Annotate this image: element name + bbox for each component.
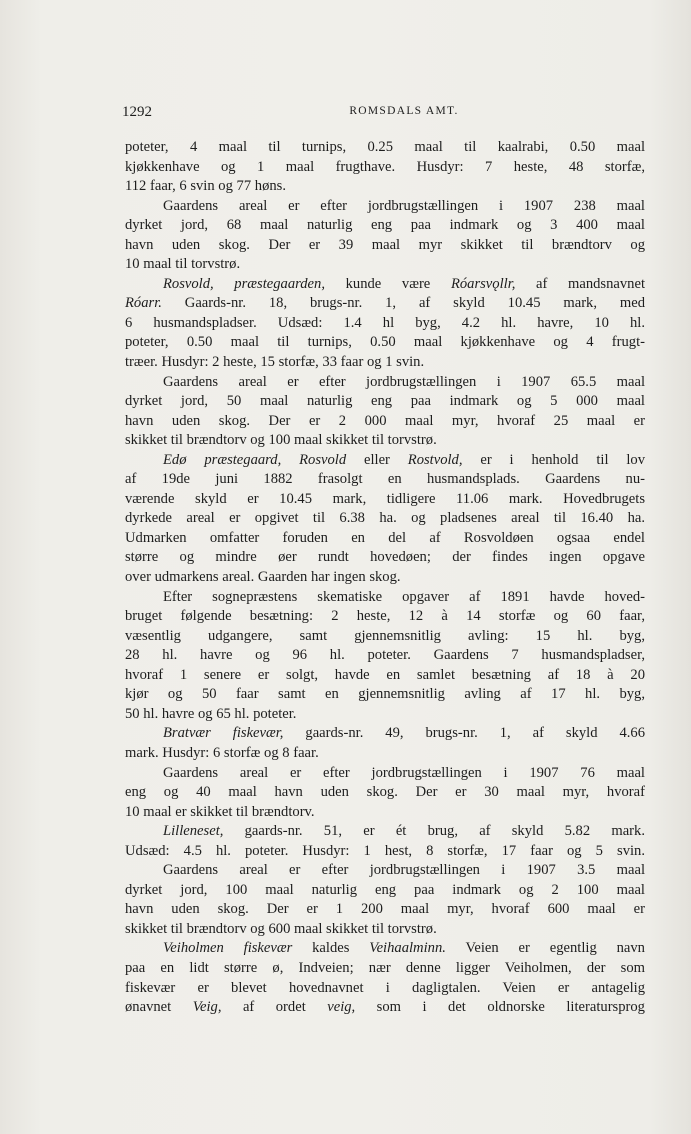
text-line: eng og 40 maal havn uden skog. Der er 30 maal myr, hvoraf	[125, 784, 645, 801]
text-line	[125, 822, 645, 842]
italic-text: Veihaalminn.	[369, 940, 446, 957]
text-run: gaards-nr. 51, er ét brug, af skyld 5.82 mark.	[223, 823, 645, 840]
body-text	[125, 138, 645, 1018]
running-title: ROMSDALS AMT.	[349, 105, 459, 117]
text-line: Efter sognepræstens skematiske opgaver af 1891 havde hoved-	[163, 588, 645, 605]
text-run: gaards-nr. 49, brugs-nr. 1, af skyld 4.66	[283, 725, 645, 742]
text-line: af 19de juni 1882 frasolgt en husmandsplads. Gaardens nu-	[125, 471, 645, 488]
text-line: havn uden skog. Der er 39 maal myr skikket til brændtorv og	[125, 236, 645, 253]
text-run: af ordet	[221, 999, 328, 1016]
text-line: dyrkede areal er opgivet til 6.38 ha. og pladsenes areal til 16.40 ha.	[125, 510, 645, 527]
italic-text: Bratvær fiskevær,	[163, 725, 284, 742]
text-run: Veien er egentlig navn	[445, 940, 645, 957]
italic-text: Lilleneset,	[163, 823, 224, 840]
text-line	[125, 294, 645, 314]
text-line: træer. Husdyr: 2 heste, 15 storfæ, 33 faar og 1 svin.	[125, 354, 425, 371]
text-line	[125, 939, 645, 959]
text-run: er i henhold til lov	[462, 451, 646, 468]
text-line: kjøkkenhave og 1 maal frugthave. Husdyr: 7 heste, 48 storfæ,	[125, 158, 645, 175]
text-line: 112 faar, 6 svin og 77 høns.	[125, 178, 287, 195]
text-line: havn uden skog. Der er 2 000 maal myr, hvoraf 25 maal er	[125, 412, 645, 429]
italic-text: Veig,	[192, 999, 222, 1016]
text-run: ønavnet	[125, 999, 193, 1016]
text-line: 50 hl. havre og 65 hl. poteter.	[125, 705, 297, 722]
text-line: skikket til brændtorv og 600 maal skikket til torvstrø.	[125, 920, 437, 937]
text-line: Gaardens areal er efter jordbrugstællingen i 1907 3.5 maal	[163, 862, 645, 879]
italic-text: Róarr.	[125, 295, 162, 312]
text-line: 10 maal til torvstrø.	[125, 256, 241, 273]
text-line: Gaardens areal er efter jordbrugstællingen i 1907 76 maal	[163, 764, 645, 781]
page-number: 1292	[122, 104, 152, 120]
text-line: større og mindre øer rundt hovedøen; der findes ingen opgave	[125, 549, 645, 566]
text-line: Udmarken omfatter foruden en del af Rosvoldøen ogsaa endel	[125, 529, 645, 546]
text-line: væsentlig udgangere, samt gjennemsnitlig avling: 15 hl. byg,	[125, 627, 645, 644]
italic-text: Edø præstegaard, Rosvold	[163, 451, 347, 468]
text-line: 10 maal er skikket til brændtorv.	[125, 803, 315, 820]
italic-text: Rostvold,	[407, 451, 463, 468]
text-run: kaldes	[292, 940, 370, 957]
text-run: som i det oldnorske literatursprog	[355, 999, 645, 1016]
text-line: havn uden skog. Der er 1 200 maal myr, hvoraf 600 maal er	[125, 901, 645, 918]
text-line: skikket til brændtorv og 100 maal skikket til torvstrø.	[125, 432, 437, 449]
text-line: paa en lidt større ø, Indveien; nær denne ligger Veiholmen, der som	[125, 959, 645, 976]
text-line: værende skyld er 10.45 mark, tidligere 11.06 mark. Hovedbrugets	[125, 490, 645, 507]
page-header	[122, 104, 646, 126]
text-line: poteter, 4 maal til turnips, 0.25 maal til kaalrabi, 0.50 maal	[125, 139, 645, 155]
italic-text: Veiholmen fiskevær	[163, 940, 293, 957]
text-line: over udmarkens areal. Gaarden har ingen skog.	[125, 569, 401, 586]
text-line	[125, 275, 645, 295]
text-run: Gaards-nr. 18, brugs-nr. 1, af skyld 10.45 mark, med	[161, 295, 645, 312]
text-line: hvoraf 1 senere er solgt, havde en samlet besætning af 18 à 20	[125, 666, 645, 683]
text-line: poteter, 0.50 maal til turnips, 0.50 maal kjøkkenhave og 4 frugt-	[125, 334, 645, 351]
text-run: af mandsnavnet	[515, 275, 646, 292]
text-line: mark. Husdyr: 6 storfæ og 8 faar.	[125, 744, 319, 761]
text-line	[125, 451, 645, 471]
text-line: fiskevær er blevet hovednavnet i dagligtalen. Veien er antagelig	[125, 979, 645, 996]
text-line: 6 husmandspladser. Udsæd: 1.4 hl byg, 4.2 hl. havre, 10 hl.	[125, 314, 645, 331]
text-run: kunde være	[324, 275, 451, 292]
italic-text: Róarsvǫllr,	[450, 275, 516, 292]
text-line: Udsæd: 4.5 hl. poteter. Husdyr: 1 hest, 8 storfæ, 17 faar og 5 svin.	[125, 842, 645, 859]
text-line: dyrket jord, 68 maal naturlig eng paa indmark og 3 400 maal	[125, 217, 645, 234]
text-line: 28 hl. havre og 96 hl. poteter. Gaardens 7 husmandspladser,	[125, 647, 645, 664]
text-line	[125, 724, 645, 744]
text-line	[125, 998, 645, 1018]
text-line: dyrket jord, 100 maal naturlig eng paa indmark og 2 100 maal	[125, 881, 645, 898]
text-line: kjør og 50 faar samt en gjennemsnitlig avling af 17 hl. byg,	[125, 686, 645, 703]
text-line: Gaardens areal er efter jordbrugstællingen i 1907 65.5 maal	[163, 373, 645, 390]
text-line: bruget følgende besætning: 2 heste, 12 à 14 storfæ og 60 faar,	[125, 608, 645, 625]
text-line: dyrket jord, 50 maal naturlig eng paa indmark og 5 000 maal	[125, 393, 645, 410]
text-run: eller	[346, 451, 408, 468]
text-line: Gaardens areal er efter jordbrugstællingen i 1907 238 maal	[163, 197, 645, 214]
italic-text: veig,	[327, 999, 356, 1016]
italic-text: Rosvold, præstegaarden,	[163, 275, 325, 292]
